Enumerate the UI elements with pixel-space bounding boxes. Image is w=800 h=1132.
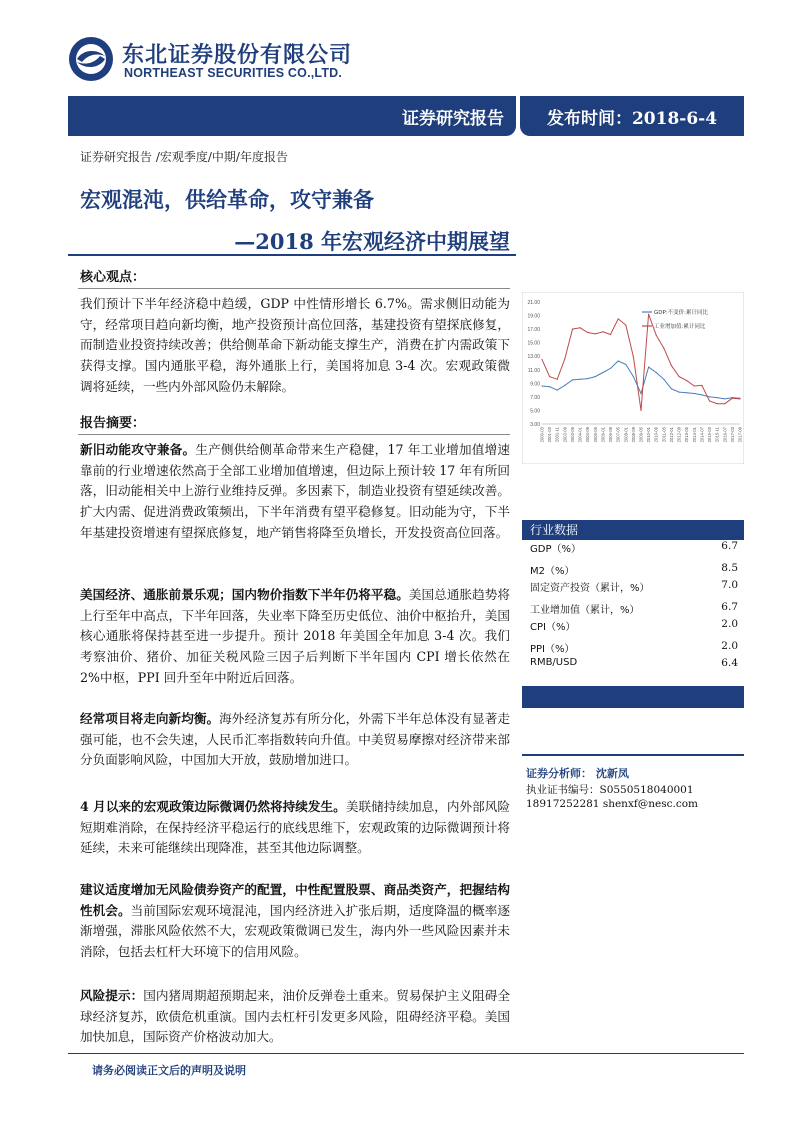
legend-label-1: GDP:不变价:累计同比 xyxy=(654,310,709,316)
industry-row-label: RMB/USD xyxy=(530,657,578,668)
industry-row-label: GDP（%） xyxy=(530,544,581,555)
data-point xyxy=(709,400,710,401)
y-tick-label: 17.00 xyxy=(527,327,540,334)
section-5-lead: 建议适度增加无风险债券资产的配置，中性配置股票、商品类资产，把握结构性机会。 xyxy=(80,882,510,918)
summary-section-1 xyxy=(80,440,510,544)
publish-date: 发布时间：2018-6-4 xyxy=(546,108,718,129)
industry-row-value: 2.0 xyxy=(721,640,738,652)
data-point xyxy=(541,359,542,360)
section-4-text: 美联储持续加息，内外部风险短期难消除，在保持经济平稳运行的底线思维下，宏观政策的边际微调预计将延续，未来可能继续出现降准，甚至其他边际调整。 xyxy=(80,799,511,856)
x-tick-label: 2006-09 xyxy=(608,427,614,443)
y-tick-label: 11.00 xyxy=(527,367,540,374)
footer-disclaimer: 请务必阅读正文后的声明及说明 xyxy=(92,1064,246,1077)
x-tick-label: 2010-01 xyxy=(646,427,652,443)
data-point xyxy=(557,390,558,391)
industry-row xyxy=(530,579,738,594)
x-tick-label: 2011-05 xyxy=(661,427,667,443)
data-point xyxy=(541,385,542,386)
data-point xyxy=(610,334,611,335)
industry-row-value: 6.7 xyxy=(721,540,738,552)
company-name-en: NORTHEAST SECURITIES CO.,LTD. xyxy=(124,66,343,80)
core-view-text: 我们预计下半年经济稳中趋缓，GDP 中性情形增长 6.7%。需求侧旧动能为守，经常项目趋向新均衡，地产投资预计高位回落，基建投资有望探底修复，而制造业投资持续改善；供给侧革命下新动能支撑生产，消费在扩内需政策下获得支撑。国内通胀平稳，海外通胀上行，美国将加息 3-4 次。宏观政策微调将延续，一些内外部风险仍未解除。 xyxy=(80,296,510,394)
section-3-lead: 经常项目将走向新均衡。 xyxy=(80,711,220,726)
data-point xyxy=(724,398,725,399)
industry-row xyxy=(530,562,738,577)
industry-row xyxy=(530,618,738,633)
industry-row-value: 6.4 xyxy=(721,657,738,669)
data-point xyxy=(678,376,679,377)
summary-section-4 xyxy=(80,797,510,859)
x-tick-label: 2009-05 xyxy=(638,427,644,443)
data-point xyxy=(579,379,580,380)
x-tick-label: 2003-05 xyxy=(569,427,575,443)
industry-panel-bar xyxy=(522,686,744,708)
section-1-lead: 新旧动能攻守兼备。 xyxy=(80,442,196,457)
analyst-divider xyxy=(522,754,744,756)
data-point xyxy=(640,393,641,394)
y-tick-label: 3.00 xyxy=(530,422,540,428)
publish-date-banner xyxy=(520,96,744,136)
summary-section-5 xyxy=(80,880,510,963)
x-tick-label: 2008-01 xyxy=(623,427,629,443)
data-point xyxy=(595,376,596,377)
data-point xyxy=(557,379,558,380)
x-tick-label: 2017-03 xyxy=(729,427,735,443)
industry-data-header: 行业数据 xyxy=(522,520,744,540)
industry-row-label: M2（%） xyxy=(530,566,575,577)
data-point xyxy=(549,386,550,387)
data-point xyxy=(663,347,664,348)
core-view-label: 核心观点： xyxy=(80,270,146,285)
summary-divider xyxy=(78,434,510,435)
industry-row-label: 工业增加值（累计，%） xyxy=(530,605,640,616)
y-tick-label: 9.00 xyxy=(530,381,540,388)
x-tick-label: 2014-07 xyxy=(699,427,705,443)
data-point xyxy=(587,378,588,379)
x-tick-label: 2008-09 xyxy=(630,427,636,443)
summary-section-6 xyxy=(80,986,510,1048)
y-tick-label: 21.00 xyxy=(527,300,540,306)
data-point xyxy=(671,388,672,389)
x-tick-label: 2002-09 xyxy=(562,427,568,443)
summary-section-2 xyxy=(80,585,510,689)
data-point xyxy=(640,410,641,411)
data-point xyxy=(625,324,626,325)
industry-row xyxy=(530,601,738,616)
data-point xyxy=(724,403,725,404)
y-tick-label: 13.00 xyxy=(527,354,540,361)
data-point xyxy=(564,358,565,359)
legend-label-2: 工业增加值:累计同比 xyxy=(654,324,706,330)
section-1-text: 生产侧供给侧革命带来生产稳健，17 年工业增加值增速靠前的行业增速依然高于全部工业增加值增速，但边际上预计较 17 年有所回落，旧动能相关中上游行业维持反弹。多因素下，制造业投资有望延续改善。扩大内需、促进消费政策频出，下半年消费有望平稳修复。旧动能为守，下半年基建投资增速有望探底修复，地产销售将降至负增长，开发投资高位回落。 xyxy=(80,442,511,540)
data-point xyxy=(671,365,672,366)
x-tick-label: 2012-09 xyxy=(676,427,682,443)
industry-row-value: 7.0 xyxy=(721,579,738,591)
data-point xyxy=(572,329,573,330)
data-point xyxy=(618,360,619,361)
section-4-lead: 4 月以来的宏观政策边际微调仍然将持续发生。 xyxy=(80,799,346,814)
industry-row xyxy=(530,657,738,669)
data-point xyxy=(709,396,710,397)
x-tick-label: 2014-01 xyxy=(691,427,697,443)
x-tick-label: 2005-05 xyxy=(592,427,598,443)
data-point xyxy=(625,364,626,365)
breadcrumb: 证券研究报告 /宏观季度/中期/年度报告 xyxy=(80,150,288,164)
data-point xyxy=(717,397,718,398)
data-point xyxy=(602,331,603,332)
company-name-cn: 东北证券股份有限公司 xyxy=(122,43,353,68)
data-point xyxy=(686,380,687,381)
x-tick-label: 2004-09 xyxy=(585,427,591,443)
data-point xyxy=(633,356,634,357)
section-3-text: 海外经济复苏有所分化，外需下半年总体没有显著走强可能，也不会失速，人民币汇率指数转向升值。中美贸易摩擦对经济带来部分负面影响风险，中国加大开放，鼓励增加进口。 xyxy=(80,711,511,768)
analyst-cert: 执业证书编号：S0550518040001 xyxy=(526,784,694,796)
industry-row-value: 6.7 xyxy=(721,601,738,613)
section-6-text: 国内猪周期超预期起来，油价反弹卷土重来。贸易保护主义阻碍全球经济复苏，欧债危机重演。国内去杠杆引发更多风险，阻碍经济平稳。美国加快加息，国际资产价格波动加大。 xyxy=(80,988,511,1045)
data-point xyxy=(694,385,695,386)
report-type: 证券研究报告 xyxy=(402,108,504,129)
industry-row-label: PPI（%） xyxy=(530,644,575,655)
data-point xyxy=(656,335,657,336)
summary-section-3 xyxy=(80,709,510,771)
section-2-text: 美国总通胀趋势将上行至年中高点，下半年回落，失业率下降至历史低位、油价中枢抬升，美国核心通胀将保持甚至进一步提升。预计 2018 年美国全年加息 3-4 次。我们考察油价、猪价、加征关税风险三因子后判断下半年国内 CPI 增长依然在 2%中枢，PPI 回升至年中附近后回落。 xyxy=(80,587,511,685)
summary-label: 报告摘要： xyxy=(80,416,146,431)
report-type-banner xyxy=(68,96,516,136)
y-tick-label: 15.00 xyxy=(527,340,540,347)
x-tick-label: 2016-07 xyxy=(722,427,728,443)
section-6-lead: 风险提示： xyxy=(80,988,144,1003)
company-logo-icon xyxy=(68,36,114,82)
data-point xyxy=(732,398,733,399)
gdp-industrial-chart xyxy=(522,292,744,464)
y-tick-label: 19.00 xyxy=(527,313,540,320)
title-divider xyxy=(68,254,516,256)
data-point xyxy=(564,385,565,386)
industry-row-value: 2.0 xyxy=(721,618,738,630)
data-point xyxy=(739,398,740,399)
x-tick-label: 2001-11 xyxy=(554,427,560,443)
data-point xyxy=(618,318,619,319)
industry-row-label: 固定资产投资（累计，%） xyxy=(530,583,650,594)
y-tick-label: 7.00 xyxy=(530,394,540,401)
data-point xyxy=(678,392,679,393)
industry-row-label: CPI（%） xyxy=(530,622,576,633)
x-tick-label: 2015-11 xyxy=(714,427,720,443)
footer-divider xyxy=(68,1053,744,1054)
data-point xyxy=(633,376,634,377)
industry-row xyxy=(530,640,738,655)
data-point xyxy=(579,327,580,328)
data-point xyxy=(610,368,611,369)
industry-row xyxy=(530,540,738,555)
analyst-name: 证券分析师： 沈新凤 xyxy=(526,767,629,780)
x-tick-label: 2010-09 xyxy=(653,427,659,443)
x-tick-label: 2001-03 xyxy=(547,427,553,443)
industry-row-value: 8.5 xyxy=(721,562,738,574)
x-tick-label: 2017-09 xyxy=(737,427,743,443)
data-point xyxy=(701,385,702,386)
data-point xyxy=(595,333,596,334)
section-2-lead: 美国经济、通胀前景乐观；国内物价指数下半年仍将平稳。 xyxy=(80,587,409,602)
analyst-contact: 18917252281 shenxf@nesc.com xyxy=(526,798,698,810)
data-point xyxy=(694,393,695,394)
data-point xyxy=(587,332,588,333)
x-tick-label: 2006-01 xyxy=(600,427,606,443)
data-point xyxy=(648,314,649,315)
data-point xyxy=(549,376,550,377)
section-5-text: 当前国际宏观环境混沌，国内经济进入扩张后期，适度降温的概率逐渐增强，滞胀风险依然不大，宏观政策微调已发生，海内外一些风险因素并未消除，包括去杠杆大环境下的信用风险。 xyxy=(80,902,511,960)
x-tick-label: 2013-05 xyxy=(684,427,690,443)
data-point xyxy=(602,372,603,373)
x-tick-label: 2012-01 xyxy=(668,427,674,443)
x-tick-label: 2004-01 xyxy=(577,427,583,443)
data-point xyxy=(717,403,718,404)
data-point xyxy=(663,379,664,380)
page-subtitle: —2018 年宏观经济中期展望 xyxy=(234,229,510,254)
data-point xyxy=(656,372,657,373)
x-tick-label: 2000-03 xyxy=(539,427,545,443)
core-divider xyxy=(78,288,510,289)
data-point xyxy=(686,392,687,393)
data-point xyxy=(572,379,573,380)
x-tick-label: 2015-03 xyxy=(707,427,713,443)
data-point xyxy=(701,394,702,395)
page-title: 宏观混沌，供给革命，攻守兼备 xyxy=(80,187,374,212)
y-tick-label: 5.00 xyxy=(530,408,540,415)
x-tick-label: 2007-05 xyxy=(615,427,621,443)
data-point xyxy=(648,366,649,367)
